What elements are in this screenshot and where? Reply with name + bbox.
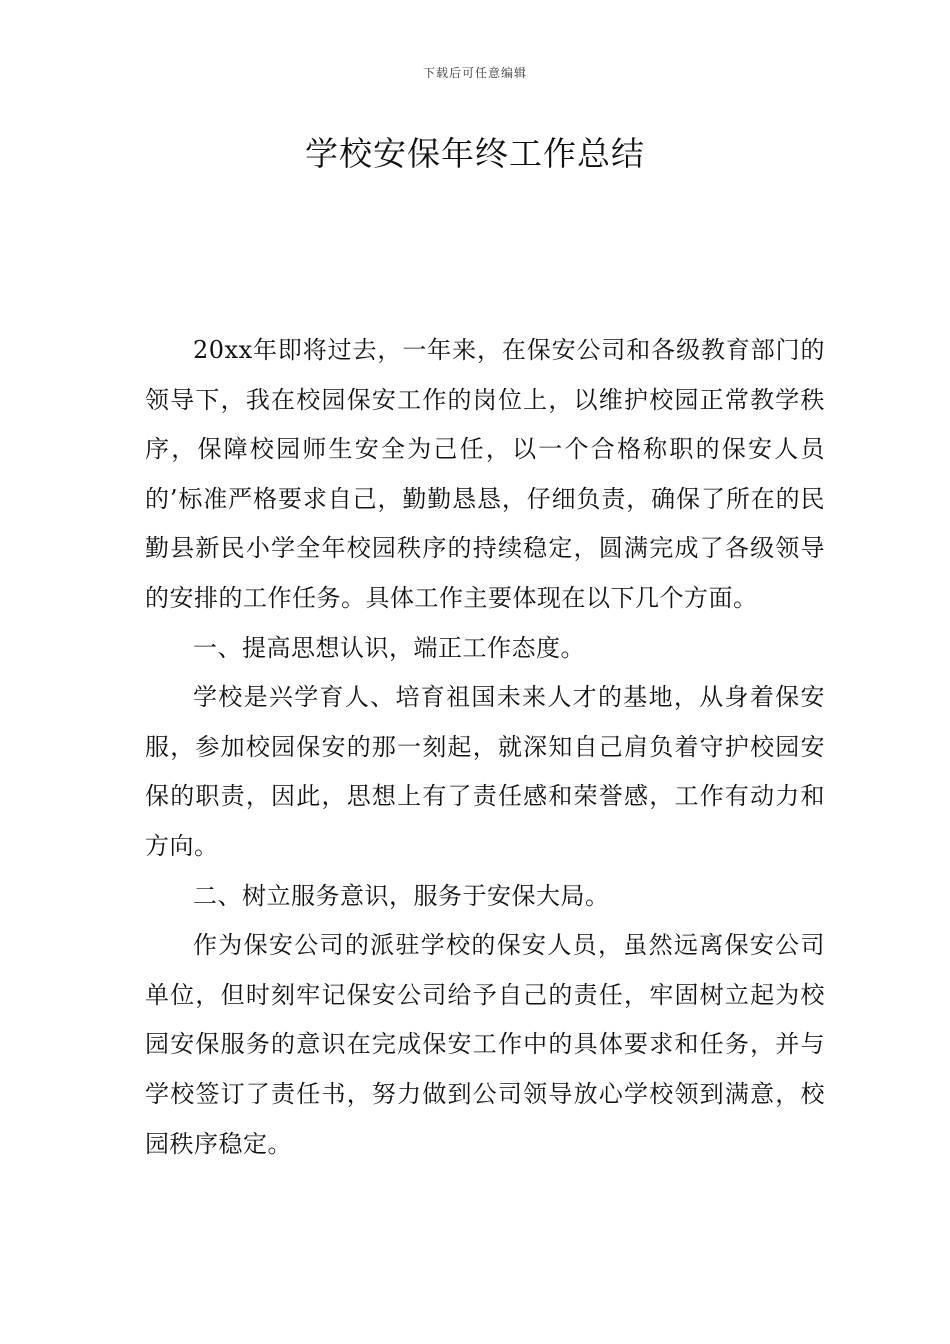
paragraph-section-2: 作为保安公司的派驻学校的保安人员，虽然远离保安公司单位，但时刻牢记保安公司给予自己的责任，牢固树立起为校园安保服务的意识在完成保安工作中的具体要求和任务，并与学校签订了责任书，努力做到公司领导放心学校领到满意，校园秩序稳定。	[145, 931, 825, 1158]
section-heading-2: 二、树立服务意识，服务于安保大局。	[193, 881, 610, 910]
section-heading-1: 一、提高思想认识，端正工作态度。	[193, 633, 585, 662]
document-title: 学校安保年终工作总结	[305, 134, 645, 173]
paragraph-section-1: 学校是兴学育人、培育祖国未来人才的基地，从身着保安服，参加校园保安的那一刻起，就深知自己肩负着守护校园安保的职责，因此，思想上有了责任感和荣誉感，工作有动力和方向。	[145, 683, 825, 860]
header-note: 下载后可任意编辑	[422, 66, 527, 80]
document-body	[145, 326, 825, 1169]
paragraph-intro: 20xx年即将过去，一年来，在保安公司和各级教育部门的领导下，我在校园保安工作的岗位上，以维护校园正常教学秩序，保障校园师生安全为己任，以一个合格称职的保安人员的’标准严格要求自己，勤勤恳恳，仔细负责，确保了所在的民勤县新民小学全年校园秩序的持续稳定，圆满完成了各级领导的安排的工作任务。具体工作主要体现在以下几个方面。	[145, 336, 825, 612]
